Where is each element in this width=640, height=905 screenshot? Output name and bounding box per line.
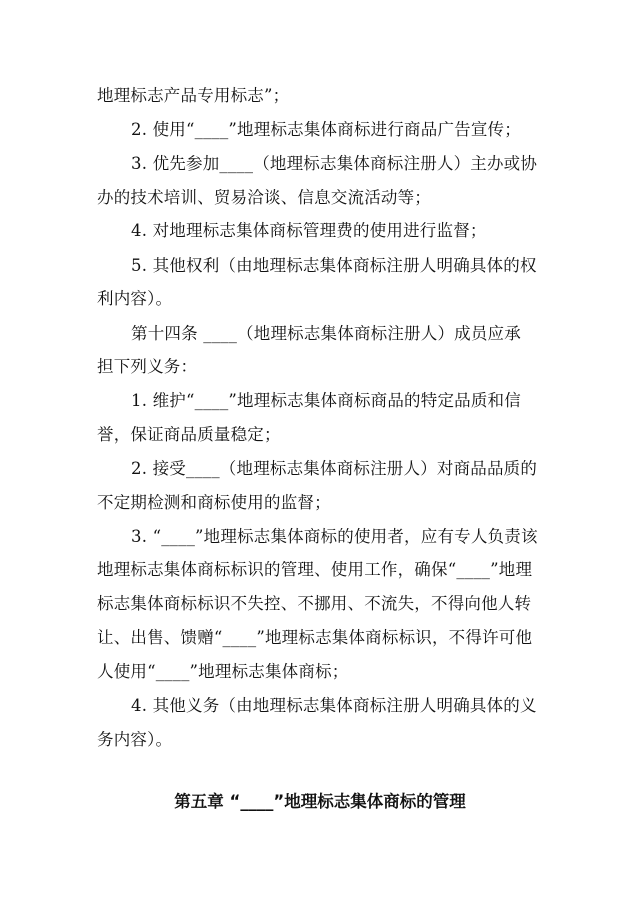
- text-line: 不定期检测和商标使用的监督；: [97, 493, 331, 512]
- text-line: 4. 其他义务（由地理标志集体商标注册人明确具体的义: [131, 696, 537, 715]
- text-line: 3. “____”地理标志集体商标的使用者，应有专人负责该: [131, 527, 538, 546]
- text-line: 务内容）。: [97, 730, 173, 749]
- text-line: 标志集体商标标识不失控、不挪用、不流失，不得向他人转: [97, 594, 532, 613]
- text-line: 誉，保证商品质量稳定；: [97, 425, 281, 444]
- text-line: 3. 优先参加____（地理标志集体商标注册人）主办或协: [131, 154, 538, 173]
- text-line: 地理标志产品专用标志”；: [97, 86, 290, 105]
- text-line: 担下列义务：: [97, 357, 198, 376]
- text-line: 2. 接受____（地理标志集体商标注册人）对商品品质的: [131, 459, 538, 478]
- chapter-heading: 第五章 “____”地理标志集体商标的管理: [174, 792, 466, 811]
- text-line: 让、出售、馈赠“____”地理标志集体商标标识，不得许可他: [97, 628, 533, 647]
- article-heading-line: 第十四条 ____（地理标志集体商标注册人）成员应承: [131, 324, 521, 343]
- text-line: 人使用“____”地理标志集体商标；: [97, 662, 349, 681]
- text-line: 5. 其他权利（由地理标志集体商标注册人明确具体的权: [131, 256, 537, 275]
- text-line: 4. 对地理标志集体商标管理费的使用进行监督；: [131, 221, 487, 240]
- text-line: 2. 使用“____”地理标志集体商标进行商品广告宣传；: [131, 120, 521, 139]
- text-line: 地理标志集体商标标识的管理、使用工作，确保“____”地理: [97, 560, 533, 579]
- text-line: 办的技术培训、贸易洽谈、信息交流活动等；: [97, 188, 431, 207]
- text-line: 1. 维护“____”地理标志集体商标商品的特定品质和信: [131, 391, 521, 410]
- text-line: 利内容）。: [97, 289, 173, 308]
